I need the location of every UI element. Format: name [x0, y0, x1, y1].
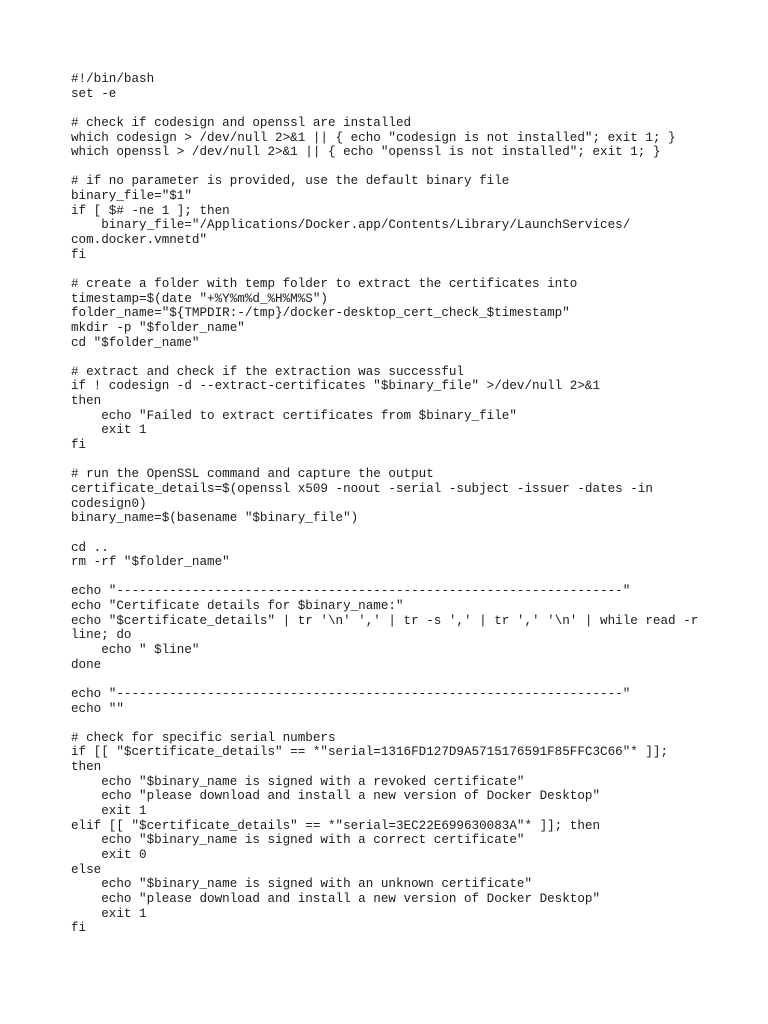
code-line: then [71, 394, 102, 409]
code-line: echo " $line" [71, 642, 200, 657]
code-line: # check if codesign and openssl are installed [71, 115, 412, 130]
code-line [71, 350, 711, 365]
code-line: which openssl > /dev/null 2>&1 || { echo "openssl is not installed"; exit 1; } [71, 145, 661, 160]
code-line: which codesign > /dev/null 2>&1 || { echo "codesign is not installed"; exit 1; } [71, 130, 676, 145]
code-line: echo "$binary_name is signed with an unknown certificate" [71, 877, 533, 892]
code-line: echo "Failed to extract certificates from $binary_file" [71, 408, 517, 423]
code-line: timestamp=$(date "+%Y%m%d_%H%M%S") [71, 291, 328, 306]
code-line: echo "" [71, 701, 124, 716]
code-line [71, 672, 711, 687]
code-line [71, 453, 711, 468]
code-line: fi [71, 247, 87, 262]
code-line [71, 262, 711, 277]
code-line: if [[ "$certificate_details" == *"serial=1316FD127D9A5715176591F85FFC3C66"* ]]; [71, 745, 669, 760]
code-line: cd "$folder_name" [71, 335, 200, 350]
code-line: certificate_details=$(openssl x509 -noout -serial -subject -issuer -dates -in [71, 481, 653, 496]
code-line: elif [[ "$certificate_details" == *"serial=3EC22E699630083A"* ]]; then [71, 818, 601, 833]
code-line [71, 570, 711, 585]
code-line: # extract and check if the extraction was successful [71, 364, 464, 379]
code-line: line; do [71, 628, 132, 643]
code-line [71, 160, 711, 175]
code-line: echo "-------------------------------------------------------------------" [71, 584, 631, 599]
code-line: set -e [71, 86, 117, 101]
code-line: echo "$binary_name is signed with a correct certificate" [71, 833, 525, 848]
code-line: else [71, 862, 102, 877]
code-line: echo "please download and install a new version of Docker Desktop" [71, 789, 601, 804]
code-line: if ! codesign -d --extract-certificates "$binary_file" >/dev/null 2>&1 [71, 379, 601, 394]
code-line [71, 526, 711, 541]
code-line: fi [71, 438, 87, 453]
code-line: echo "$binary_name is signed with a revoked certificate" [71, 774, 525, 789]
code-line: mkdir -p "$folder_name" [71, 320, 245, 335]
code-line: # check for specific serial numbers [71, 730, 336, 745]
code-line: codesign0) [71, 496, 147, 511]
code-line: exit 1 [71, 906, 147, 921]
code-line: # run the OpenSSL command and capture the output [71, 467, 434, 482]
code-line: # if no parameter is provided, use the default binary file [71, 174, 510, 189]
code-line: if [ $# -ne 1 ]; then [71, 203, 230, 218]
code-line: echo "Certificate details for $binary_name:" [71, 599, 404, 614]
code-line: exit 1 [71, 804, 147, 819]
code-line: # create a folder with temp folder to extract the certificates into [71, 276, 578, 291]
code-line: echo "-------------------------------------------------------------------" [71, 686, 631, 701]
code-line: echo "$certificate_details" | tr '\n' ',' | tr -s ',' | tr ',' '\n' | while read -r [71, 613, 699, 628]
code-line: exit 0 [71, 847, 147, 862]
code-line: rm -rf "$folder_name" [71, 555, 230, 570]
code-line: echo "please download and install a new version of Docker Desktop" [71, 891, 601, 906]
code-line: folder_name="${TMPDIR:-/tmp}/docker-desktop_cert_check_$timestamp" [71, 306, 570, 321]
code-line: binary_file="$1" [71, 189, 192, 204]
code-line [71, 101, 711, 116]
code-line: binary_name=$(basename "$binary_file") [71, 511, 359, 526]
code-line: then [71, 760, 102, 775]
code-line [71, 716, 711, 731]
code-line: #!/bin/bash [71, 72, 155, 86]
code-line: fi [71, 921, 87, 936]
code-line: binary_file="/Applications/Docker.app/Contents/Library/LaunchServices/ [71, 218, 631, 233]
code-line: cd .. [71, 540, 109, 555]
bash-script-code [71, 72, 711, 936]
code-line: exit 1 [71, 423, 147, 438]
code-line: done [71, 657, 102, 672]
code-line: com.docker.vmnetd" [71, 233, 208, 248]
